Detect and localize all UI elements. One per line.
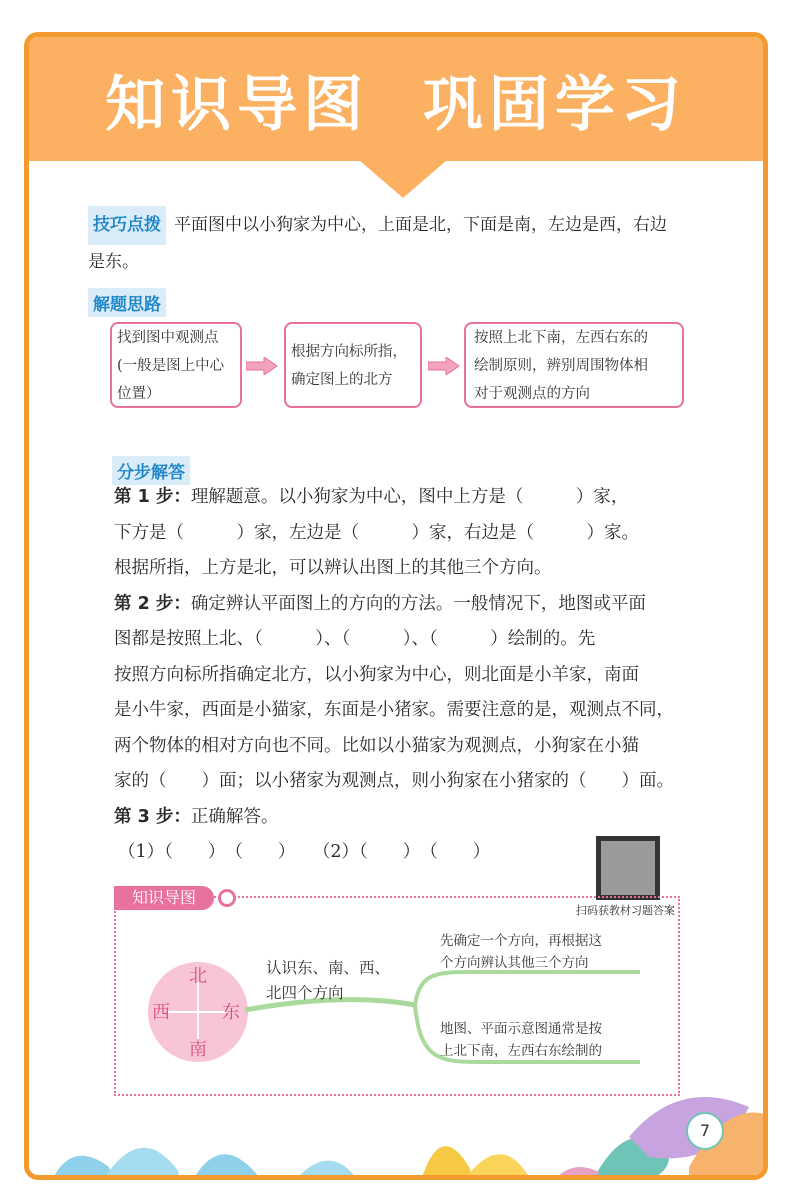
step-2-line-3: 按照方向标所指确定北方，以小狗家为中心，则北面是小羊家，南面 [114,664,639,685]
flow-step-1 [110,322,242,408]
step-1-text: 理解题意。以小狗家为中心，图中上方是（ ）家， [190,487,629,507]
solution-steps [114,480,690,835]
flow-step-2-line: 根据方向标所指， [291,344,407,360]
mindmap-branch-top [440,930,602,974]
flow-step-1-line: 找到图中观测点 [117,330,219,346]
arrow-right-icon [428,357,460,375]
step-3-text: 正确解答。 [190,806,279,827]
qr-caption: 扫码获教材习题答案 [576,904,675,917]
mindmap-tag: 知识导图 [114,886,214,910]
step-3-label: 第 3 步： [114,806,191,827]
title-banner [29,37,763,161]
compass-south: 南 [189,1039,207,1060]
mindmap-center-line: 北四个方向 [266,984,344,1002]
branch-top-line: 先确定一个方向，再根据这 [440,933,602,949]
step-2-line-5: 两个物体的相对方向也不同。比如以小猫家为观测点，小狗家在小猫 [114,735,639,756]
approach-flow [88,322,668,412]
flow-step-3 [464,322,684,408]
step-2-text: 确定辨认平面图上的方向的方法。一般情况下，地图或平面 [190,593,646,614]
tip-text: 平面图中以小狗家为中心，上面是北，下面是南，左边是西，右边是东。 [88,215,667,272]
compass-west: 西 [152,1002,170,1023]
approach-tag: 解题思路 [88,288,166,317]
flow-step-1-line: (一般是图上中心 [117,358,225,374]
compass-circle [148,962,248,1062]
branch-bottom-line: 上北下南，左西右东绘制的 [440,1043,602,1059]
mindmap-branch-bottom [440,1018,602,1062]
mindmap-tag-dot [218,889,236,907]
solution-tag: 分步解答 [112,456,190,485]
flow-step-1-line: 位置） [117,386,161,402]
step-1-line-1 [114,480,690,516]
flow-step-3-line: 按照上北下南，左西右东的 [474,330,648,346]
step-2-line-4: 是小牛家，西面是小猫家，东面是小猪家。需要注意的是，观测点不同， [114,700,674,720]
answer-blanks[interactable]: （1）（ ） （ ） （2）（ ） （ ） [118,842,491,862]
arrow-right-icon [246,357,278,375]
page-number: 7 [686,1112,724,1150]
compass-east: 东 [222,1002,240,1023]
qr-code-icon[interactable] [596,836,660,900]
tip-tag: 技巧点拨 [88,206,166,245]
step-2-line-6: 家的（ ）面；以小猪家为观测点，则小狗家在小猪家的（ ）面。 [114,771,674,791]
flow-step-3-line: 绘制原则，辨别周围物体相 [474,358,648,374]
step-1-line-2: 下方是（ ）家，左边是（ ）家，右边是（ ）家。 [114,522,639,543]
banner-title: 知识导图 巩固学习 [105,70,687,140]
compass-north: 北 [189,966,207,987]
banner-pointer [359,160,447,198]
flow-step-2-line: 确定图上的北方 [291,372,393,388]
step-2-line-2: 图都是按照上北、（ ）、（ ）、（ ）绘制的。先 [114,629,596,649]
flow-step-2 [284,322,422,408]
step-1-label: 第 1 步： [114,487,191,507]
mindmap-center-line: 认识东、南、西、 [266,959,391,977]
branch-bottom-line: 地图、平面示意图通常是按 [440,1021,602,1037]
step-2-label: 第 2 步： [114,593,191,614]
flow-step-3-line: 对于观测点的方向 [474,386,590,402]
tip-section [88,206,668,317]
compass-hline [168,1011,228,1013]
step-1-line-3: 根据所指，上方是北，可以辨认出图上的其他三个方向。 [114,558,552,578]
mindmap-center-text [266,956,390,1006]
branch-top-line: 个方向辨认其他三个方向 [440,955,589,971]
step-2-line-1 [114,587,690,623]
step-3-line-1 [114,800,690,836]
